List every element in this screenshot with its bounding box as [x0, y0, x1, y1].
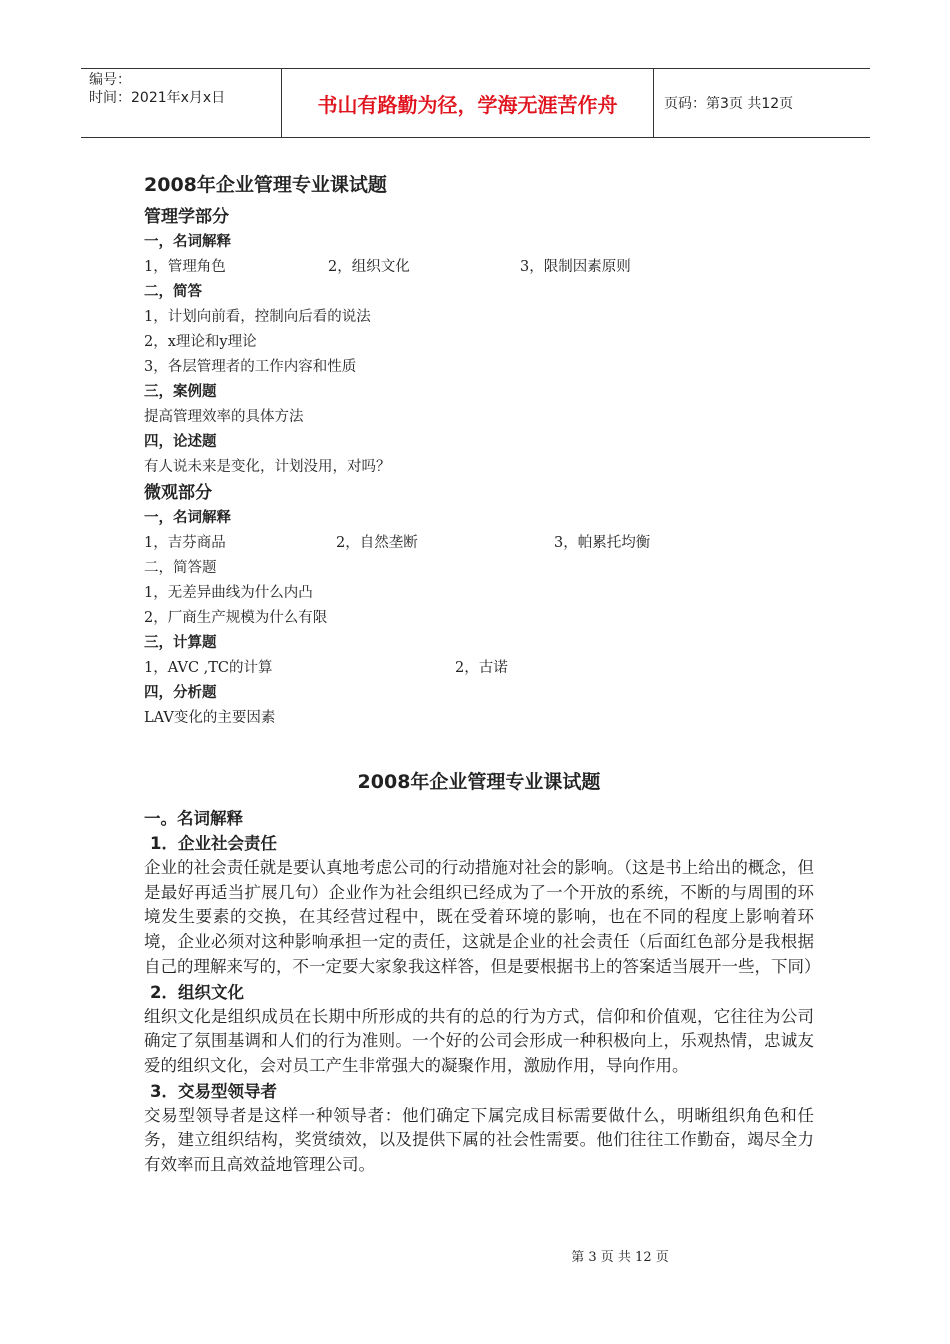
part2-section: 一。名词解释: [144, 809, 243, 828]
part1-title: 2008年企业管理专业课试题: [144, 174, 387, 196]
mgmt-s3: 三，案例题: [144, 384, 217, 400]
list-item: 2，自然垄断: [336, 535, 418, 551]
term-text: 交易型领导者是这样一种领导者：他们确定下属完成目标需要做什么，明晰组织角色和任务，建立组织结构，奖赏绩效，以及提供下属的社会性需要。他们往往工作勤奋，竭尽全力有效率而且高效益地管理公司。: [144, 1105, 814, 1175]
mgmt-s2: 二，简答: [144, 284, 202, 300]
list-item: 1，AVC ,TC的计算: [144, 660, 273, 676]
mgmt-s1: 一，名词解释: [144, 234, 231, 250]
micro-s3-items: [144, 656, 814, 681]
list-item: 2，组织文化: [328, 259, 410, 275]
header-number: 编号：: [89, 72, 131, 88]
list-item: 提高管理效率的具体方法: [144, 409, 304, 425]
list-item: 3，各层管理者的工作内容和性质: [144, 359, 357, 375]
micro-s1: 一，名词解释: [144, 510, 231, 526]
part2-title: 2008年企业管理专业课试题: [357, 771, 601, 793]
header-meta: [81, 69, 281, 137]
list-item: 1，管理角色: [144, 259, 226, 275]
header-time: 时间：2021年x月x日: [89, 90, 226, 106]
term-title: 2．组织文化: [150, 982, 244, 1002]
micro-s2: 二，简答题: [144, 560, 217, 576]
term-title: 1．企业社会责任: [150, 834, 277, 853]
micro-s4: 四，分析题: [144, 685, 217, 701]
header-page-info: 页码：第3页 共12页: [664, 96, 794, 112]
page-header: [81, 68, 870, 138]
mgmt-heading: 管理学部分: [144, 207, 229, 227]
list-item: LAV变化的主要因素: [144, 710, 276, 726]
term-text: 组织文化是组织成员在长期中所形成的共有的总的行为方式，信仰和价值观，它往往为公司确定了氛围基调和人们的行为准则。一个好的公司会形成一种积极向上，乐观热情，忠诚友爱的组织文化，会对员工产生非常强大的凝聚作用，激励作用，导向作用。: [144, 1006, 814, 1075]
exam-part-2: [144, 764, 821, 1178]
micro-heading: 微观部分: [144, 483, 212, 503]
list-item: 2，厂商生产规模为什么有限: [144, 610, 328, 626]
list-item: 1，计划向前看，控制向后看的说法: [144, 309, 371, 325]
term-text: 企业的社会责任就是要认真地考虑公司的行动措施对社会的影响。（这是书上给出的概念，但是最好再适当扩展几句）企业作为社会组织已经成为了一个开放的系统，不断的与周围的环境发生要素的交换，在其经营过程中，既在受着环境的影响，也在不同的程度上影响着环境，企业必须对这种影响承担一定的责任，这就是企业的社会责任（后面红色部分是我根据自己的理解来写的，不一定要大家象我这样答，但是要根据书上的答案适当展开一些，下同）: [144, 858, 821, 976]
mgmt-s4: 四，论述题: [144, 434, 217, 450]
list-item: 1，吉芬商品: [144, 535, 226, 551]
list-item: 3，限制因素原则: [520, 259, 631, 275]
list-item: 2，x理论和y理论: [144, 334, 257, 350]
list-item: 2，古诺: [455, 660, 508, 676]
list-item: 3，帕累托均衡: [554, 535, 651, 551]
micro-s3: 三，计算题: [144, 635, 217, 651]
micro-s1-items: [144, 531, 814, 556]
term-title: 3．交易型领导者: [150, 1081, 277, 1101]
list-item: 1，无差异曲线为什么内凸: [144, 585, 313, 601]
exam-part-1: [144, 166, 814, 731]
header-motto: 书山有路勤为径，学海无涯苦作舟: [281, 69, 654, 137]
page-footer: 第 3 页 共 12 页: [571, 1250, 669, 1265]
mgmt-s1-items: [144, 255, 814, 280]
list-item: 有人说未来是变化，计划没用，对吗？: [144, 459, 391, 475]
